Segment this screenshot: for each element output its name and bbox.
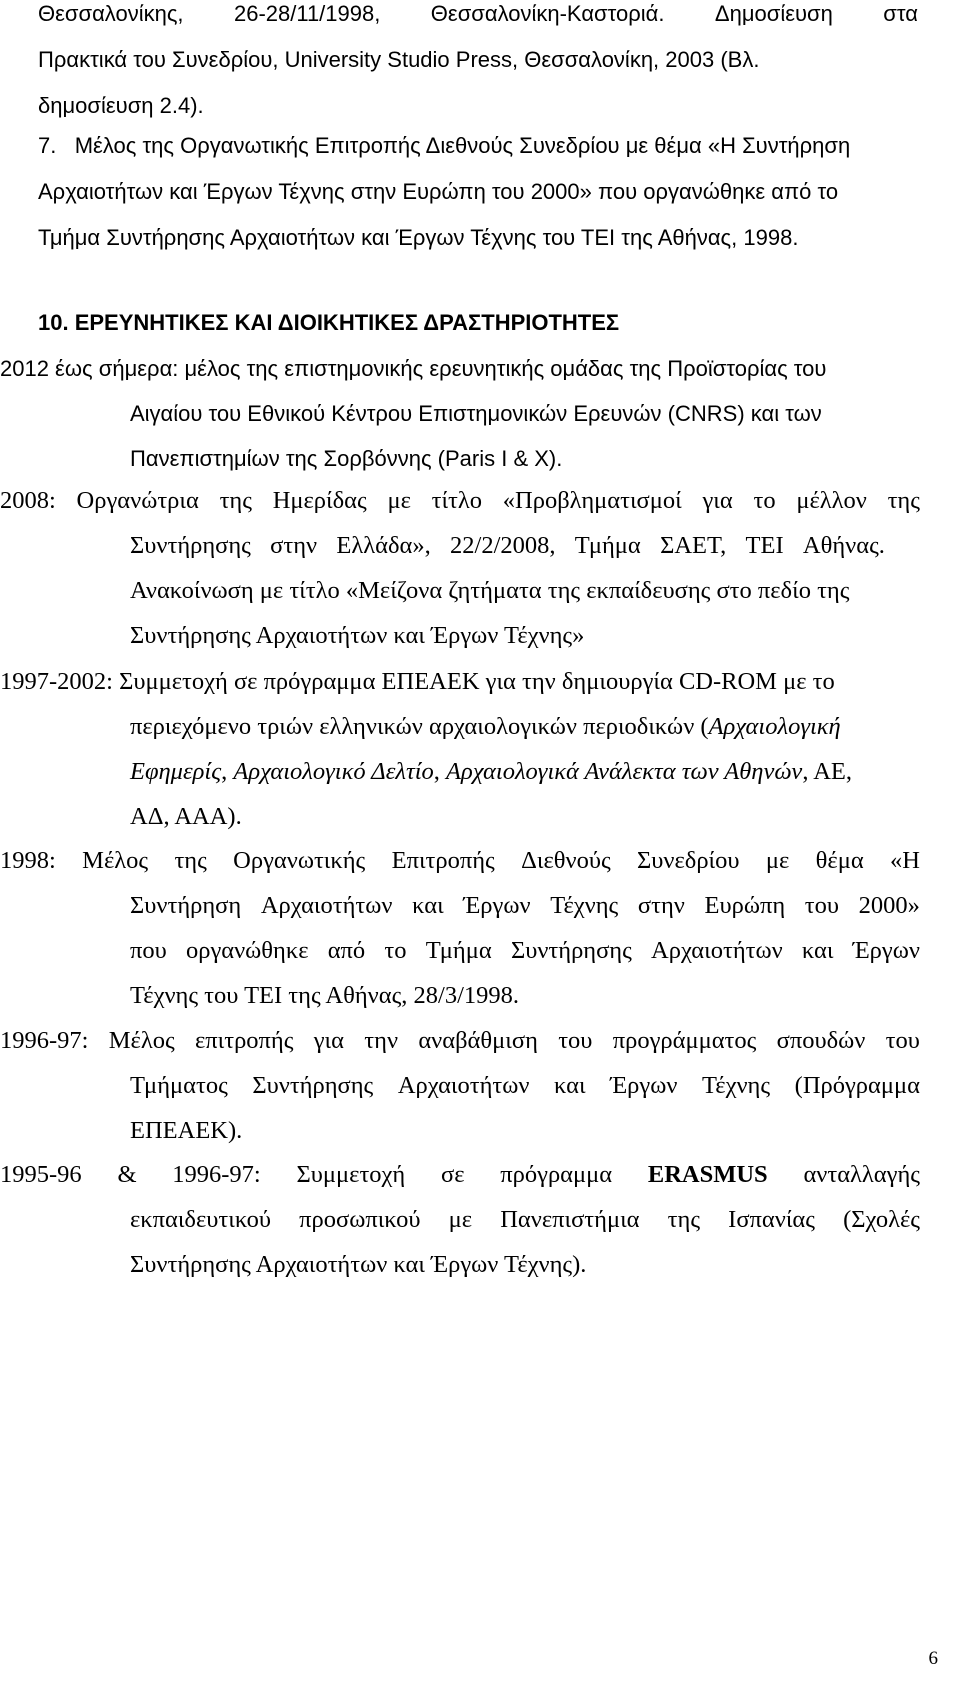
word: 1996-97: <box>0 1027 89 1054</box>
word: ΣΑΕΤ, <box>660 532 727 559</box>
word: Συντήρηση <box>130 892 242 919</box>
justified-line <box>0 1152 920 1197</box>
word: αναβάθμιση <box>418 1027 538 1054</box>
item-text: Μέλος της Οργανωτικής Επιτροπής Διεθνούς Συνεδρίου με θέμα «Η Συντήρηση <box>74 133 851 158</box>
word: «Προβληματισμοί <box>502 487 682 514</box>
text-line: Συντήρησης Αρχαιοτήτων και Έργων Τέχνης). <box>130 1251 587 1278</box>
word: Τμήμα <box>574 532 641 559</box>
justified-line <box>130 883 920 928</box>
word: (Σχολές <box>843 1206 920 1233</box>
word: Αρχαιοτήτων <box>397 1072 530 1099</box>
word: από <box>327 937 366 964</box>
word: Διεθνούς <box>521 847 611 874</box>
justified-line <box>38 0 918 37</box>
text-line: ΑΔ, ΑΑΑ). <box>130 803 242 830</box>
separator: , <box>433 758 447 785</box>
entry-1995-96 <box>0 1152 920 1287</box>
item-number: 7. <box>38 133 57 158</box>
word: Επιτροπής <box>391 847 495 874</box>
page-number: 6 <box>928 1648 938 1669</box>
word: την <box>364 1027 399 1054</box>
word: Δημοσίευση <box>714 1 833 26</box>
text-line: δημοσίευση 2.4). <box>38 93 204 118</box>
justified-line <box>130 928 920 973</box>
word: το <box>753 487 776 514</box>
word: Συντήρησης <box>252 1072 374 1099</box>
justified-line <box>130 523 885 568</box>
text-line <box>0 704 920 749</box>
word: για <box>313 1027 344 1054</box>
word: και <box>801 937 834 964</box>
word: Μέλος <box>82 847 149 874</box>
word: της <box>219 487 252 514</box>
word: Τέχνης <box>702 1072 771 1099</box>
word: που <box>130 937 167 964</box>
word: Μέλος <box>108 1027 175 1054</box>
word: Θεσσαλονίκη-Καστοριά. <box>430 1 665 26</box>
word: Ισπανίας <box>728 1206 815 1233</box>
separator: , <box>221 758 234 785</box>
word: Οργανωτικής <box>233 847 366 874</box>
word: Συντήρησης <box>130 532 251 559</box>
text-line: Τμήμα Συντήρησης Αρχαιοτήτων και Έργων Τέχνης του ΤΕΙ της Αθήνας, 1998. <box>38 225 799 250</box>
text-line: 2012 έως σήμερα: μέλος της επιστημονικής ερευνητικής ομάδας της Προϊστορίας του <box>0 356 827 381</box>
word: Ημερίδας <box>272 487 367 514</box>
word: προγράμματος <box>612 1027 757 1054</box>
justified-line <box>0 478 920 523</box>
journal-title: Εφημερίς <box>130 758 222 785</box>
journal-title: Αρχαιολογική <box>708 713 841 740</box>
text-line: Πανεπιστημίων της Σορβόννης (Paris I & X). <box>130 446 563 471</box>
word: Συντήρησης <box>510 937 632 964</box>
word: της <box>667 1206 701 1233</box>
word: μέλλον <box>796 487 867 514</box>
word: με <box>765 847 790 874</box>
word: Θεσσαλονίκης, <box>38 1 184 26</box>
word: Οργανώτρια <box>76 487 199 514</box>
word: οργανώθηκε <box>185 937 309 964</box>
word: Ελλάδα», <box>336 532 431 559</box>
text-line: Τέχνης του ΤΕΙ της Αθήνας, 28/3/1998. <box>130 982 520 1009</box>
journal-title: Αρχαιολογικά Ανάλεκτα των Αθηνών <box>446 758 803 785</box>
word: τίτλο <box>431 487 483 514</box>
word: Αθήνας. <box>802 532 885 559</box>
word: με <box>448 1206 473 1233</box>
word: της <box>174 847 207 874</box>
word: Τμήματος <box>130 1072 228 1099</box>
word: Αρχαιοτήτων <box>260 892 393 919</box>
word: για <box>702 487 733 514</box>
text-line: ΕΠΕΑΕΚ). <box>130 1117 243 1144</box>
word: Τμήμα <box>425 937 492 964</box>
word: Τέχνης <box>550 892 619 919</box>
word: Ευρώπη <box>704 892 786 919</box>
word: 2008: <box>0 487 56 514</box>
program-name: ERASMUS <box>647 1161 768 1188</box>
word: Πανεπιστήμια <box>500 1206 640 1233</box>
entry-2008 <box>0 478 920 658</box>
word: και <box>554 1072 586 1099</box>
word: 1998: <box>0 847 56 874</box>
word: 1996-97: <box>172 1161 261 1188</box>
entry-1998 <box>0 838 920 1018</box>
word: προσωπικού <box>299 1206 421 1233</box>
word: Έργων <box>852 937 920 964</box>
word: εκπαιδευτικού <box>130 1206 272 1233</box>
word: σπουδών <box>776 1027 866 1054</box>
word: το <box>384 937 407 964</box>
word: 26-28/11/1998, <box>233 1 381 26</box>
text-line: Πρακτικά του Συνεδρίου, University Studio Press, Θεσσαλονίκη, 2003 (Βλ. <box>38 47 760 72</box>
word: στα <box>883 1 918 26</box>
text-line <box>0 749 920 794</box>
justified-line <box>130 1063 920 1108</box>
word: 1995-96 <box>0 1161 82 1188</box>
word: του <box>804 892 840 919</box>
word: του <box>558 1027 593 1054</box>
word: και <box>412 892 444 919</box>
word: Έργων <box>610 1072 678 1099</box>
word: ανταλλαγής <box>803 1161 920 1188</box>
list-item-7 <box>38 123 918 261</box>
word: Έργων <box>463 892 531 919</box>
text-line: Αρχαιοτήτων και Έργων Τέχνης στην Ευρώπη του 2000» που οργανώθηκε από το <box>38 179 839 204</box>
continuation-paragraph <box>38 0 918 129</box>
text-segment: περιεχόμενο τριών ελληνικών αρχαιολογικών περιοδικών ( <box>130 713 709 740</box>
text-line: Αιγαίου του Εθνικού Κέντρου Επιστημονικών Ερευνών (CNRS) και των <box>130 401 822 426</box>
text-line: Ανακοίνωση με τίτλο «Μείζονα ζητήματα της εκπαίδευσης στο πεδίο της <box>130 577 850 604</box>
word: ΤΕΙ <box>745 532 784 559</box>
word: επιτροπής <box>194 1027 294 1054</box>
word: «Η <box>890 847 920 874</box>
word: σε <box>441 1161 465 1188</box>
section-heading: 10. ΕΡΕΥΝΗΤΙΚΕΣ ΚΑΙ ΔΙΟΙΚΗΤΙΚΕΣ ΔΡΑΣΤΗΡΙΟΤΗΤΕΣ <box>38 310 620 335</box>
word: της <box>887 487 920 514</box>
word: με <box>387 487 411 514</box>
word: πρόγραμμα <box>500 1161 613 1188</box>
text-line: Συντήρησης Αρχαιοτήτων και Έργων Τέχνης» <box>130 622 585 649</box>
word: του <box>885 1027 920 1054</box>
word: & <box>117 1161 137 1188</box>
word: 2000» <box>858 892 920 919</box>
justified-line <box>130 1197 920 1242</box>
journal-title: Αρχαιολογικό Δελτίο <box>233 758 434 785</box>
text-line: 1997-2002: Συμμετοχή σε πρόγραμμα ΕΠΕΑΕΚ για την δημιουργία CD-ROM με το <box>0 668 835 695</box>
text-segment: , ΑΕ, <box>802 758 852 785</box>
text-line <box>38 123 918 169</box>
entry-1996-97 <box>0 1018 920 1153</box>
word: θέμα <box>815 847 864 874</box>
justified-line <box>0 838 920 883</box>
word: στην <box>270 532 318 559</box>
word: 22/2/2008, <box>450 532 556 559</box>
word: στην <box>637 892 685 919</box>
word: Συνεδρίου <box>637 847 740 874</box>
entry-1997-2002 <box>0 659 920 839</box>
entry-2012 <box>0 346 920 481</box>
justified-line <box>0 1018 920 1063</box>
word: Συμμετοχή <box>296 1161 406 1188</box>
word: (Πρόγραμμα <box>794 1072 920 1099</box>
word: Αρχαιοτήτων <box>651 937 783 964</box>
